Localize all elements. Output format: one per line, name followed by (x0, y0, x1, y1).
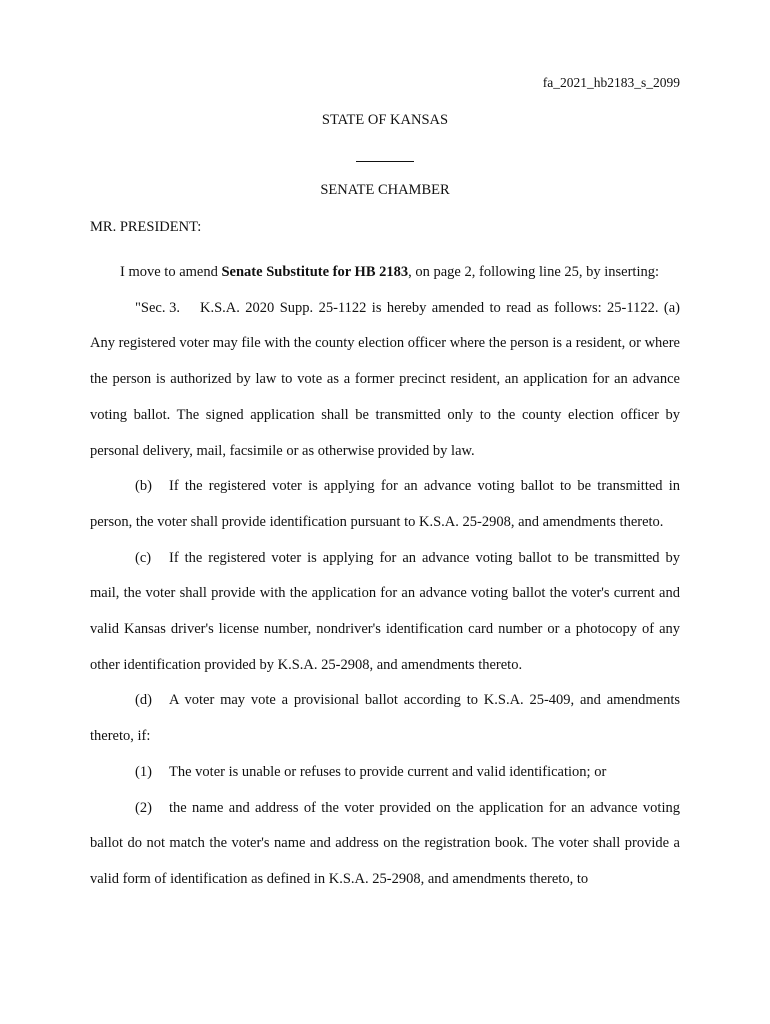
subsection-label: (b) (135, 478, 152, 495)
item-text: the name and address of the voter provided on the application for an advance voting ballot do not match the voter's name and address on the registration book. The voter shall provide a valid form of identification as defined in K.S.A. 25-2908, and amendments thereto, to (90, 799, 680, 887)
item-1 (90, 755, 680, 791)
motion-pre: I move to amend (120, 264, 222, 280)
item-2 (90, 791, 680, 898)
subsection-label: (d) (135, 692, 152, 709)
state-heading: STATE OF KANSAS (321, 112, 449, 128)
motion-paragraph (90, 255, 680, 291)
item-label: (2) (135, 799, 152, 816)
subsection-label: (c) (135, 549, 152, 566)
item-label: (1) (135, 763, 152, 780)
subsection-text: If the registered voter is applying for an advance voting ballot to be transmitted by mail, the voter shall provide with the application for an advance voting ballot the voter's current and valid Kansas driver's license number, nondriver's identification card number or a photocopy of any other identification provided by K.S.A. 25-2908, and amendments thereto. (90, 549, 680, 673)
bill-name: Senate Substitute for HB 2183 (221, 264, 409, 280)
subsection-text: A voter may vote a provisional ballot according to K.S.A. 25-409, and amendments thereto, if: (90, 692, 680, 745)
subsection-b (90, 469, 680, 540)
salutation: MR. PRESIDENT: (90, 219, 202, 235)
document-id: fa_2021_hb2183_s_2099 (542, 75, 680, 90)
heading-divider (356, 161, 414, 162)
section-text: K.S.A. 2020 Supp. 25-1122 is hereby amended to read as follows: 25-1122. (a) Any registered voter may file with the county election officer where the person is a resident, or where the person is authorized by law to vote as a former precinct resident, an application for an advance voting ballot. The signed application shall be transmitted only to the county election officer by personal delivery, mail, facsimile or as otherwise provided by law. (90, 299, 680, 459)
subsection-c (90, 541, 680, 684)
chamber-heading: SENATE CHAMBER (320, 182, 450, 198)
section-paragraph (90, 291, 680, 470)
item-text: The voter is unable or refuses to provide current and valid identification; or (169, 763, 607, 780)
subsection-d (90, 683, 680, 754)
section-label: "Sec. 3. (135, 299, 180, 316)
subsection-text: If the registered voter is applying for an advance voting ballot to be transmitted in person, the voter shall provide identification pursuant to K.S.A. 25-2908, and amendments thereto. (90, 478, 680, 530)
motion-post: , on page 2, following line 25, by inserting: (408, 264, 660, 280)
amendment-body (90, 255, 680, 898)
